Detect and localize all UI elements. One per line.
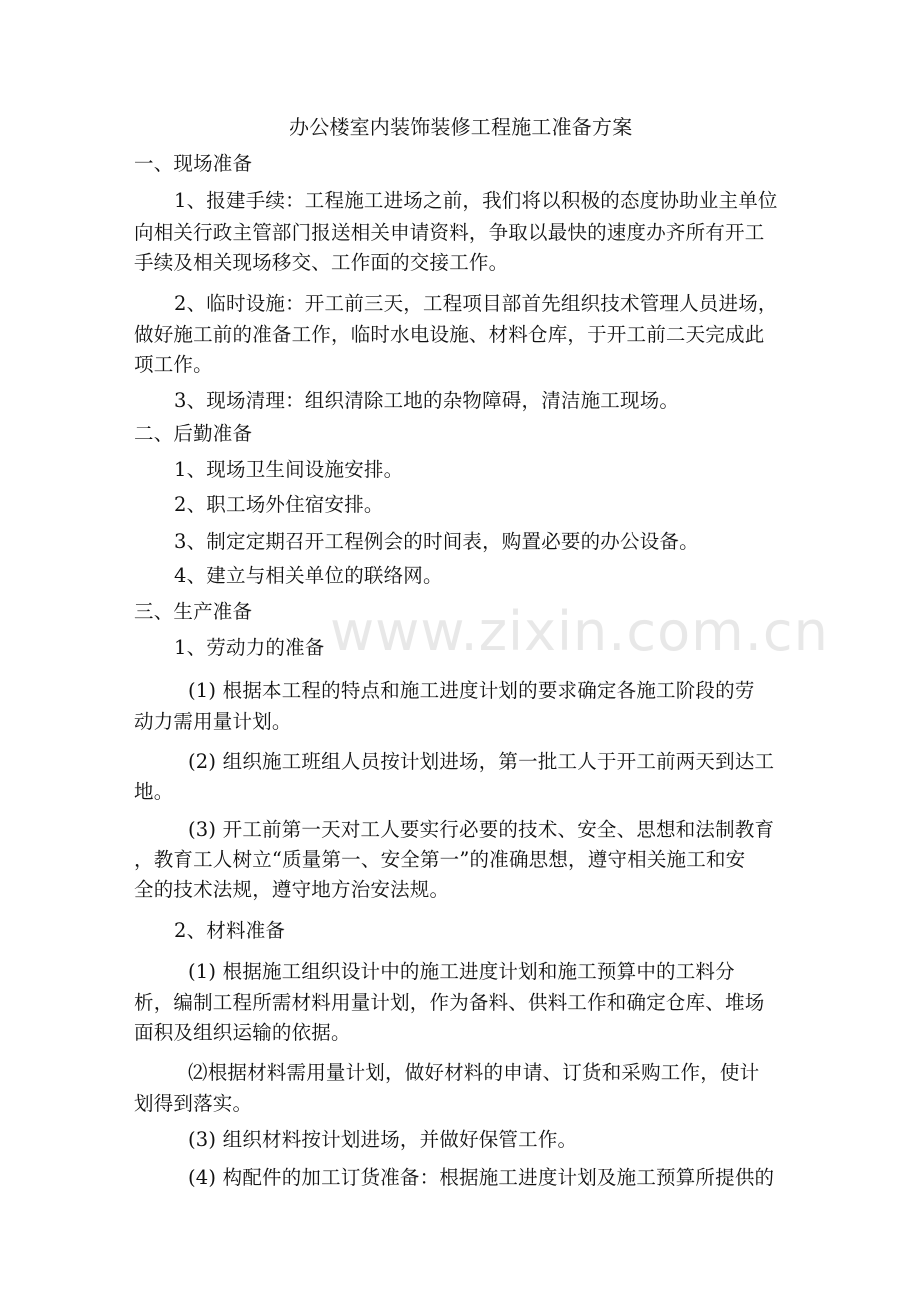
- paragraph-line: (3) 开工前第一天对工人要实行必要的技术、安全、思想和法制教育: [188, 818, 775, 841]
- paragraph-line: 向相关行政主管部门报送相关申请资料，争取以最快的速度办齐所有开工: [134, 221, 765, 244]
- paragraph-line: 1、报建手续：工程施工进场之前，我们将以积极的态度协助业主单位: [174, 189, 778, 212]
- paragraph-line: (1) 根据本工程的特点和施工进度计划的要求确定各施工阶段的劳: [188, 679, 755, 702]
- paragraph-line: 划得到落实。: [134, 1092, 253, 1115]
- paragraph-line: ，教育工人树立“质量第一、安全第一”的准确思想，遵守相关施工和安: [134, 848, 746, 871]
- document-title: 办公楼室内装饰装修工程施工准备方案: [289, 115, 633, 139]
- list-item: 1、现场卫生间设施安排。: [174, 458, 404, 481]
- list-item: 3、制定定期召开工程例会的时间表，购置必要的办公设备。: [174, 530, 699, 553]
- paragraph-line: (3) 组织材料按计划进场，并做好保管工作。: [188, 1128, 578, 1151]
- paragraph-line: (1) 根据施工组织设计中的施工进度计划和施工预算中的工料分: [188, 960, 735, 983]
- paragraph-line: 面积及组织运输的依据。: [134, 1021, 351, 1044]
- paragraph-line: 项工作。: [134, 353, 213, 376]
- paragraph-line: 全的技术法规，遵守地方治安法规。: [134, 878, 450, 901]
- list-item: 4、建立与相关单位的联络网。: [174, 564, 443, 587]
- list-item: 2、职工场外住宿安排。: [174, 493, 384, 516]
- paragraph-line: 动力需用量计划。: [134, 710, 292, 733]
- paragraph-line: 地。: [134, 780, 174, 803]
- section-heading-site: 一、现场准备: [134, 152, 253, 175]
- watermark: www.zixin.com.cn: [330, 600, 829, 663]
- subsection-heading-materials: 2、材料准备: [174, 919, 286, 942]
- paragraph-line: (2) 组织施工班组人员按计划进场，第一批工人于开工前两天到达工: [188, 750, 775, 773]
- paragraph-line: 手续及相关现场移交、工作面的交接工作。: [134, 251, 509, 274]
- paragraph-line: ⑵根据材料需用量计划，做好材料的申请、订货和采购工作，使计: [188, 1061, 760, 1084]
- paragraph-line: (4) 构配件的加工订货准备：根据施工进度计划及施工预算所提供的: [188, 1166, 775, 1189]
- paragraph-line: 析，编制工程所需材料用量计划，作为备料、供料工作和确定仓库、堆场: [134, 991, 765, 1014]
- section-heading-production: 三、生产准备: [134, 600, 253, 623]
- section-heading-logistics: 二、后勤准备: [134, 422, 253, 445]
- paragraph-line: 2、临时设施：开工前三天，工程项目部首先组织技术管理人员进场，: [174, 292, 778, 315]
- subsection-heading-labor: 1、劳动力的准备: [174, 636, 325, 659]
- paragraph-line: 3、现场清理：组织清除工地的杂物障碍，清洁施工现场。: [174, 389, 680, 412]
- paragraph-line: 做好施工前的准备工作，临时水电设施、材料仓库，于开工前二天完成此: [134, 323, 765, 346]
